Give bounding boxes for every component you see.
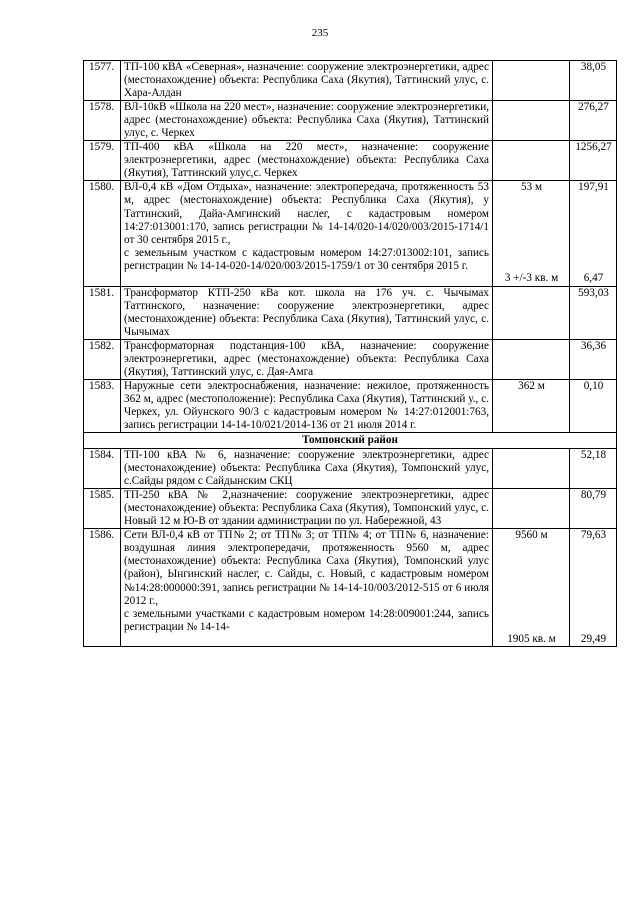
row-quantity (493, 61, 570, 101)
property-registry-table (83, 60, 617, 647)
row-value: 1256,27 (575, 141, 612, 154)
row-quantity: 9560 м (515, 529, 548, 542)
table-row (84, 529, 617, 647)
row-description: ВЛ-0,4 кВ «Дом Отдыха», назначение: электропередача, протяженность 53 м, адрес (местонахождение) объекта: Республика Саха (Якутия), у Таттинский, Дайа-Амгинский наслег, с кадастровым номером 14:27:013001:170, запись регистрации № 14-14/020-14/020/003/2015-1714/1 от 30 сентября 2015 г., (124, 181, 489, 246)
row-quantity-land-plot: 3 +/-3 кв. м (504, 272, 559, 285)
row-value: 79,63 (580, 529, 607, 542)
row-description: Наружные сети электроснабжения, назначение: нежилое, протяженность 362 м, адрес (местоположение): Республика Саха (Якутия), Таттинский у., с. Черкех, ул. Ойунского 90/3 с кадастровым номером № 14:27:012001:763, запись регистрации 14-14-10/021/2014-136 от 21 июля 2014 г. (124, 379, 489, 431)
table-row (84, 379, 617, 432)
row-quantity (493, 339, 570, 379)
row-number: 1582. (84, 339, 121, 379)
row-number: 1577. (84, 61, 121, 101)
row-quantity: 362 м (518, 379, 545, 392)
row-number: 1580. (84, 181, 121, 286)
row-description: ТП-400 кВА «Школа на 220 мест», назначение: сооружение электроэнергетики, адрес (местонахождение) объекта: Республика Саха (Якутия), Таттинский улус,с. Черкех (124, 141, 489, 180)
row-value: 0,10 (583, 379, 604, 392)
row-quantity (493, 101, 570, 141)
row-description-land-plot: с земельным участком с кадастровым номером 14:27:013002:101, запись регистрации № 14-14-020-14/020/003/2015-1759/1 от 30 сентября 2015 г. (124, 246, 489, 272)
row-number: 1581. (84, 286, 121, 339)
table-row (84, 101, 617, 141)
page-number: 235 (311, 27, 329, 39)
section-title: Томпонский район (84, 433, 617, 449)
table-row (84, 286, 617, 339)
row-number: 1586. (84, 529, 121, 647)
row-number: 1585. (84, 489, 121, 529)
row-value: 36,36 (580, 339, 607, 352)
table-row (84, 141, 617, 181)
table-row (84, 489, 617, 529)
row-value: 38,05 (580, 61, 607, 73)
row-number: 1583. (84, 379, 121, 432)
row-description: ТП-100 кВА № 6, назначение: сооружение электроэнергетики, адрес (местонахождение) объекта: Республика Саха (Якутия), Томпонский улус, с.Сайды рядом с Сайдынским СКЦ (124, 449, 489, 488)
table-row (84, 339, 617, 379)
row-quantity (493, 489, 570, 529)
row-value: 52,18 (580, 449, 607, 462)
row-description: ТП-100 кВА «Северная», назначение: сооружение электроэнергетики, адрес (местонахождение) объекта: Республика Саха (Якутия), Таттинский улус, с. Хара-Алдан (124, 61, 489, 100)
row-number: 1584. (84, 449, 121, 489)
table-row (84, 181, 617, 286)
row-quantity-land-plot: 1905 кв. м (507, 633, 556, 646)
row-description: ТП-250 кВА № 2,назначение: сооружение электроэнергетики, адрес (местонахождение) объекта: Республика Саха (Якутия), Томпонский улус, с. Новый 12 м Ю-В от здании администрации по ул. Набережной, 43 (124, 489, 489, 528)
row-description: Сети ВЛ-0,4 кВ от ТП№ 2; от ТП№ 3; от ТП№ 4; от ТП№ 6, назначение: воздушная линия электропередачи, протяженность 9560 м, адрес (местонахождение) объекта: Республика Саха (Якутия), Томпонский улус (район), Ынгинский наслег, с. Сайды, с. Новый, с кадастровым номером №14:28:000000:391, запись регистрации № 14-14-10/003/2012-515 от 6 июля 2012 г., (124, 529, 489, 607)
table-row (84, 61, 617, 101)
row-value: 593,03 (578, 286, 609, 299)
row-value: 197,91 (578, 181, 609, 194)
row-description: Трансформатор КТП-250 кВа кот. школа на 176 уч. с. Чычымах Таттинского, назначение: сооружение электроэнергетики, адрес (местонахождение) объекта: Республика Саха (Якутия), Таттинский улус, с. Чычымах (124, 286, 489, 338)
row-value: 276,27 (578, 101, 609, 114)
row-value-land-plot: 29,49 (580, 633, 607, 646)
row-value-land-plot: 6,47 (583, 272, 604, 285)
row-description-land-plot: с земельными участками с кадастровым номером 14:28:009001:244, запись регистрации № 14-14- (124, 607, 489, 633)
row-value: 80,79 (580, 489, 607, 502)
row-quantity (493, 449, 570, 489)
row-quantity (493, 286, 570, 339)
table-row (84, 449, 617, 489)
row-description: Трансформаторная подстанция-100 кВА, назначение: сооружение электроэнергетики, адрес (местонахождение) объекта: Республика Саха (Якутия), Таттинский улус, с. Дая-Амга (124, 339, 489, 378)
row-number: 1578. (84, 101, 121, 141)
section-header-row (84, 433, 617, 449)
row-description: ВЛ-10кВ «Школа на 220 мест», назначение: сооружение электроэнергетики, адрес (местонахождение) объекта: Республика Саха (Якутия), Таттинский улус, с. Черкех (124, 101, 489, 140)
row-number: 1579. (84, 141, 121, 181)
row-quantity: 53 м (520, 181, 543, 194)
row-quantity (493, 141, 570, 181)
